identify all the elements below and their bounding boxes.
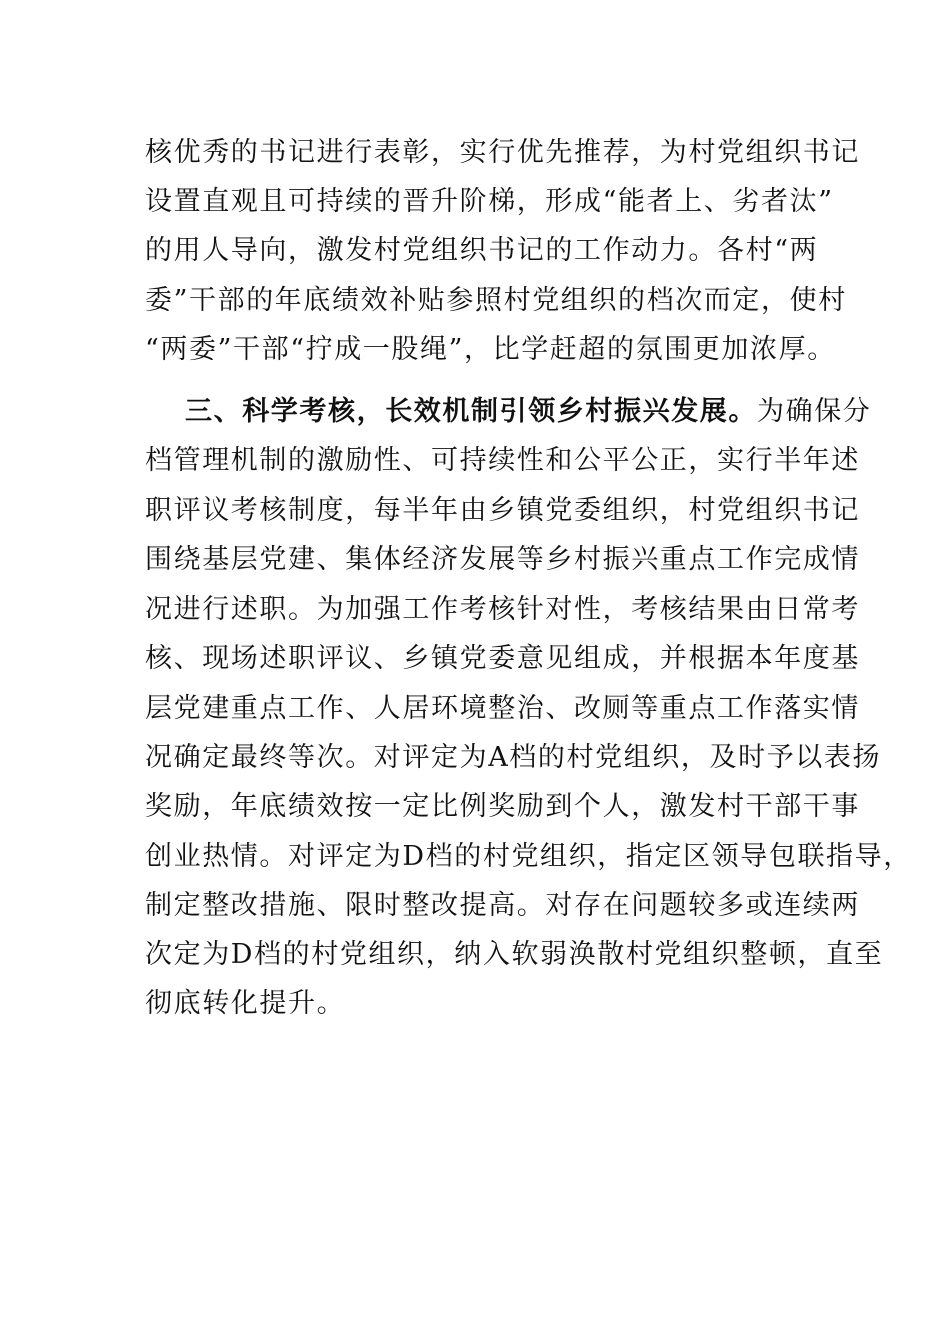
text-line: 设置直观且可持续的晋升阶梯，形成“能者上、劣者汰” xyxy=(145,186,834,217)
text-line: 围绕基层党建、集体经济发展等乡村振兴重点工作完成情 xyxy=(145,544,860,575)
text-line: 次定为D档的村党组织，纳入软弱涣散村党组织整顿，直至 xyxy=(145,939,884,970)
text-line: “两委”干部“拧成一股绳”，比学赶超的氛围更加浓厚。 xyxy=(145,334,836,365)
text-line: 档管理机制的激励性、可持续性和公平公正，实行半年述 xyxy=(145,445,860,476)
text-line: 况确定最终等次。对评定为A档的村党组织，及时予以表扬 xyxy=(145,742,882,773)
text-line: 奖励，年底绩效按一定比例奖励到个人，激发村干部干事 xyxy=(145,791,860,822)
text-line: 的用人导向，激发村党组织书记的工作动力。各村“两 xyxy=(145,235,819,266)
text-line: 核、现场述职评议、乡镇党委意见组成，并根据本年度基 xyxy=(145,643,860,674)
text-line: 况进行述职。为加强工作考核针对性，考核结果由日常考 xyxy=(145,594,860,625)
section-3-first-line-rest: 为确保分 xyxy=(757,396,872,427)
text-line: 创业热情。对评定为D档的村党组织，指定区领导包联指导， xyxy=(145,841,912,872)
section-3-first-line xyxy=(185,395,872,429)
text-line: 制定整改措施、限时整改提高。对存在问题较多或连续两 xyxy=(145,890,860,921)
text-line: 层党建重点工作、人居环境整治、改厕等重点工作落实情 xyxy=(145,693,860,724)
text-line: 职评议考核制度，每半年由乡镇党委组织，村党组织书记 xyxy=(145,495,860,526)
section-3-heading: 三、科学考核，长效机制引领乡村振兴发展。 xyxy=(185,396,757,427)
text-line: 委”干部的年底绩效补贴参照村党组织的档次而定，使村 xyxy=(145,285,847,316)
text-line: 彻底转化提升。 xyxy=(145,988,346,1019)
text-line: 核优秀的书记进行表彰，实行优先推荐，为村党组织书记 xyxy=(145,137,860,168)
